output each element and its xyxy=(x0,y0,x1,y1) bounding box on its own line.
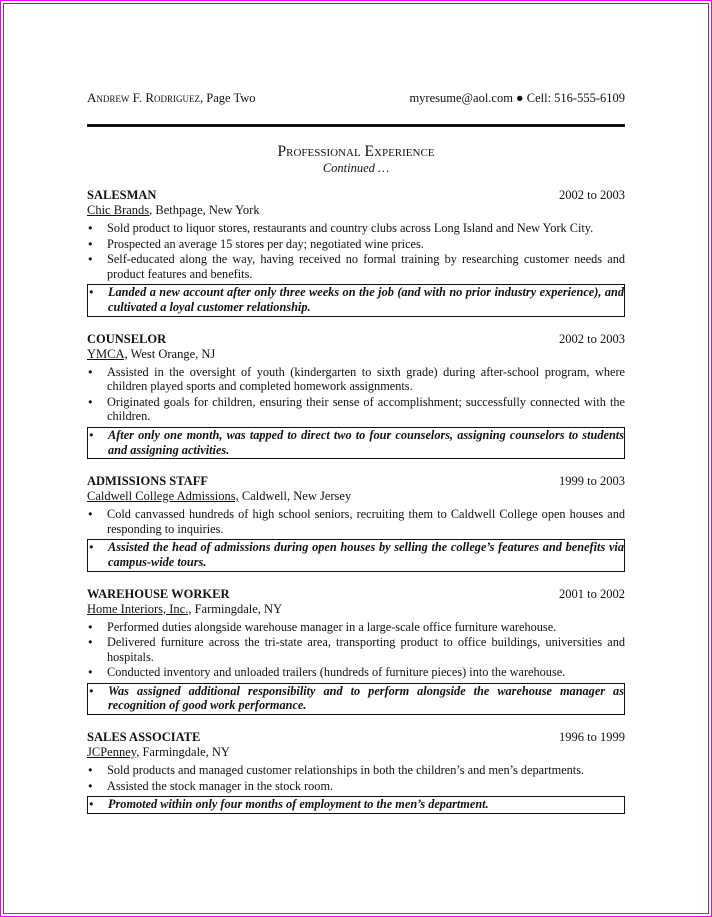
job-entry xyxy=(87,587,625,716)
bullet-list xyxy=(87,221,625,281)
job-header xyxy=(87,474,625,489)
bullet-list xyxy=(87,620,625,680)
job-header xyxy=(87,332,625,347)
employer-name: JCPenney, xyxy=(87,745,140,760)
employer-location: West Orange, NJ xyxy=(127,346,216,361)
job-dates: 2001 to 2002 xyxy=(559,586,625,601)
job-employer xyxy=(87,489,625,504)
employer-name: YMCA, xyxy=(87,346,128,361)
achievement-item: ● Was assigned additional responsibility and to perform alongside the warehouse manager as recognition of good work performance. xyxy=(88,684,624,713)
job-employer xyxy=(87,347,625,362)
achievement-box xyxy=(87,683,625,715)
achievement-item: ● After only one month, was tapped to direct two to four counselors, assigning counselors to students and assigning activities. xyxy=(88,428,624,457)
bullet-item: ● Performed duties alongside warehouse manager in a large-scale office furniture warehouse. xyxy=(87,620,625,635)
employer-name: Chic Brands xyxy=(87,203,150,217)
bullet-item: ● Prospected an average 15 stores per day; negotiated wine prices. xyxy=(87,237,625,252)
header-rule xyxy=(87,124,625,127)
header-name-block xyxy=(87,90,256,106)
applicant-name: Andrew F. Rodriguez xyxy=(87,90,200,105)
bullet-item: ● Sold product to liquor stores, restaurants and country clubs across Long Island and New York City. xyxy=(87,221,625,236)
job-list xyxy=(87,188,625,814)
achievement-box xyxy=(87,539,625,571)
bullet-item: ● Sold products and managed customer relationships in both the children’s and men’s departments. xyxy=(87,763,625,778)
employer-location: Farmingdale, NY xyxy=(139,745,230,760)
achievement-box xyxy=(87,284,625,316)
employer-name: Caldwell College Admissions, xyxy=(87,489,239,504)
employer-name: Home Interiors, Inc., xyxy=(87,601,192,616)
job-header xyxy=(87,730,625,745)
employer-location: Farmingdale, NY xyxy=(191,601,283,616)
job-title: SALES ASSOCIATE xyxy=(87,730,201,745)
achievement-item: ● Assisted the head of admissions during open houses by selling the college’s features and benefits via campus-wide tours. xyxy=(88,540,624,569)
job-entry xyxy=(87,474,625,571)
job-dates: 1996 to 1999 xyxy=(559,730,625,745)
achievement-box xyxy=(87,796,625,814)
bullet-item: ● Assisted the stock manager in the stock room. xyxy=(87,779,625,794)
bullet-list xyxy=(87,763,625,793)
job-entry xyxy=(87,188,625,317)
bullet-item: ● Cold canvassed hundreds of high school seniors, recruiting them to Caldwell College open houses and responding to inquiries. xyxy=(87,507,625,536)
resume-page xyxy=(87,90,625,814)
job-entry xyxy=(87,332,625,460)
job-employer xyxy=(87,745,625,760)
bullet-item: ● Assisted in the oversight of youth (kindergarten to sixth grade) during after-school program, where children played sports and completed homework assignments. xyxy=(87,365,625,394)
job-dates: 2002 to 2003 xyxy=(559,331,625,346)
achievement-box xyxy=(87,427,625,459)
job-title: SALESMAN xyxy=(87,188,157,202)
employer-location: , Bethpage, New York xyxy=(149,203,260,217)
job-title: WAREHOUSE WORKER xyxy=(87,586,230,601)
section-title: Professional Experience xyxy=(277,143,435,160)
contact-info: myresume@aol.com ● Cell: 516-555-6109 xyxy=(409,91,625,105)
bullet-list xyxy=(87,507,625,536)
job-title: COUNSELOR xyxy=(87,331,167,346)
job-header xyxy=(87,188,625,203)
bullet-item: ● Delivered furniture across the tri-state area, transporting product to office buildings, universities and hospitals. xyxy=(87,635,625,664)
section-subtitle: Continued … xyxy=(322,161,390,175)
job-dates: 1999 to 2003 xyxy=(559,474,625,489)
achievement-item: ● Landed a new account after only three weeks on the job (and with no prior industry experience), and cultivated a loyal customer relationship. xyxy=(88,285,624,314)
page-header xyxy=(87,90,625,107)
job-dates: 2002 to 2003 xyxy=(559,188,625,202)
bullet-item: ● Self-educated along the way, having received no formal training by researching customer needs and product features and benefits. xyxy=(87,252,625,281)
job-employer xyxy=(87,602,625,617)
bullet-item: ● Originated goals for children, ensuring their sense of accomplishment; successfully connected with the children. xyxy=(87,395,625,424)
bullet-list xyxy=(87,365,625,424)
job-header xyxy=(87,587,625,602)
achievement-item: ● Promoted within only four months of employment to the men’s department. xyxy=(88,797,624,812)
employer-location: Caldwell, New Jersey xyxy=(238,489,352,504)
bullet-item: ● Conducted inventory and unloaded trailers (hundreds of furniture pieces) into the warehouse. xyxy=(87,665,625,680)
job-title: ADMISSIONS STAFF xyxy=(87,474,208,489)
job-employer xyxy=(87,203,625,218)
page-label: , Page Two xyxy=(200,91,256,105)
job-entry xyxy=(87,730,625,814)
